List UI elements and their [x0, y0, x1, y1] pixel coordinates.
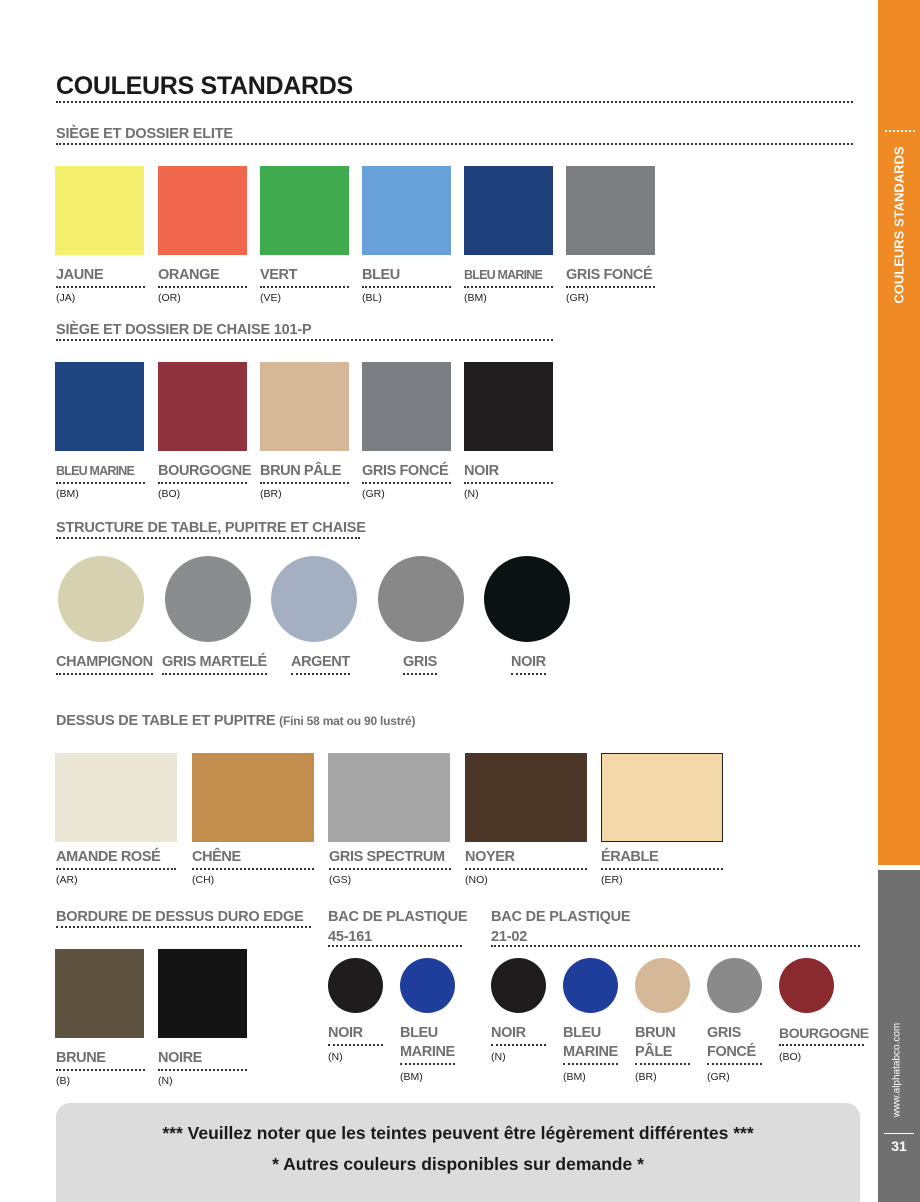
swatch-bac1-1: [400, 958, 455, 1013]
swatch-code: (GR): [362, 488, 385, 500]
swatch-code: (CH): [192, 874, 215, 886]
swatch-bac2-4: [779, 958, 834, 1013]
swatch-label: BRUNE: [56, 1049, 145, 1071]
swatch-label: VERT: [260, 266, 349, 288]
swatch-label: GRIS FONCÉ: [707, 1024, 762, 1065]
note-line-2: * Autres couleurs disponibles sur demande *: [272, 1154, 644, 1174]
sidebar-rule: [884, 1133, 914, 1134]
section-dessus-label: DESSUS DE TABLE ET PUPITRE: [56, 713, 276, 729]
swatch-bac2-0: [491, 958, 546, 1013]
swatch-code: (N): [491, 1051, 506, 1063]
swatch-code: (NO): [465, 874, 488, 886]
swatch-label: ÉRABLE: [601, 848, 723, 870]
swatch-code: (N): [158, 1075, 173, 1087]
section-chaise-divider: [56, 339, 553, 341]
section-bac1-title: BAC DE PLASTIQUE 45-161: [328, 909, 468, 945]
swatch-code: (OR): [158, 292, 181, 304]
swatch-structure-4: [484, 556, 570, 642]
swatch-chaise-4: [464, 362, 553, 451]
section-bordure-divider: [56, 926, 311, 928]
swatch-label: JAUNE: [56, 266, 145, 288]
swatch-label: NOIRE: [158, 1049, 247, 1071]
swatch-label: NOIR: [464, 462, 553, 484]
swatch-elite-3: [362, 166, 451, 255]
swatch-elite-1: [158, 166, 247, 255]
note-line-1: *** Veuillez noter que les teintes peuvent être légèrement différentes ***: [162, 1123, 754, 1143]
swatch-code: (BO): [158, 488, 181, 500]
swatch-dessus-4: [601, 753, 723, 842]
section-elite-divider: [56, 143, 853, 145]
section-structure-title: STRUCTURE DE TABLE, PUPITRE ET CHAISE: [56, 520, 366, 536]
swatch-bac2-2: [635, 958, 690, 1013]
swatch-chaise-0: [55, 362, 144, 451]
section-bac2-title: BAC DE PLASTIQUE 21-02: [491, 909, 631, 945]
swatch-elite-2: [260, 166, 349, 255]
swatch-label: BLEU: [362, 266, 451, 288]
swatch-label: GRIS: [403, 653, 437, 675]
sidebar-section-label: COULEURS STANDARDS: [891, 146, 907, 304]
swatch-label: NOYER: [465, 848, 587, 870]
swatch-label: CHAMPIGNON: [56, 653, 153, 675]
swatch-chaise-3: [362, 362, 451, 451]
swatch-label: ORANGE: [158, 266, 247, 288]
swatch-code: (N): [464, 488, 479, 500]
swatch-code: (BM): [464, 292, 487, 304]
swatch-label: NOIR: [511, 653, 546, 675]
swatch-code: (BM): [400, 1071, 423, 1083]
swatch-code: (BR): [260, 488, 282, 500]
swatch-code: (GR): [566, 292, 589, 304]
swatch-label: AMANDE ROSÉ: [56, 848, 176, 870]
swatch-dessus-0: [55, 753, 177, 842]
swatch-code: (ER): [601, 874, 623, 886]
swatch-structure-3: [378, 556, 464, 642]
title-divider: [56, 101, 853, 103]
note-box: [56, 1103, 860, 1202]
section-bac1-divider: [328, 945, 462, 947]
swatch-code: (JA): [56, 292, 76, 304]
website-link[interactable]: www.alphatabco.com: [891, 1022, 903, 1118]
section-bordure-title: BORDURE DE DESSUS DURO EDGE: [56, 909, 304, 925]
swatch-label: BLEU MARINE: [464, 266, 553, 288]
swatch-code: (BM): [563, 1071, 586, 1083]
swatch-dessus-3: [465, 753, 587, 842]
section-bac2-divider: [491, 945, 860, 947]
page-number: 31: [891, 1138, 907, 1154]
swatch-structure-2: [271, 556, 357, 642]
swatch-chaise-2: [260, 362, 349, 451]
swatch-elite-0: [55, 166, 144, 255]
swatch-label: BLEU MARINE: [56, 462, 145, 484]
swatch-label: ARGENT: [291, 653, 350, 675]
sidebar-divider: [885, 130, 915, 132]
swatch-bac1-0: [328, 958, 383, 1013]
swatch-label: BRUN PÂLE: [260, 462, 349, 484]
swatch-elite-5: [566, 166, 655, 255]
swatch-elite-4: [464, 166, 553, 255]
swatch-bac2-3: [707, 958, 762, 1013]
section-dessus-note: (Fini 58 mat ou 90 lustré): [279, 714, 416, 728]
swatch-label: BLEU MARINE: [563, 1024, 618, 1065]
swatch-dessus-2: [328, 753, 450, 842]
swatch-label: NOIR: [491, 1024, 546, 1046]
swatch-label: GRIS FONCÉ: [566, 266, 655, 288]
section-elite-title: SIÈGE ET DOSSIER ELITE: [56, 126, 233, 142]
page-title: COULEURS STANDARDS: [56, 72, 353, 100]
swatch-code: (BO): [779, 1051, 802, 1063]
swatch-code: (GS): [329, 874, 352, 886]
swatch-code: (B): [56, 1075, 70, 1087]
swatch-code: (BM): [56, 488, 79, 500]
swatch-code: (N): [328, 1051, 343, 1063]
swatch-bac2-1: [563, 958, 618, 1013]
swatch-label: GRIS FONCÉ: [362, 462, 451, 484]
section-dessus-title: [56, 711, 415, 731]
section-chaise-title: SIÈGE ET DOSSIER DE CHAISE 101-P: [56, 322, 312, 338]
swatch-label: GRIS MARTELÉ: [162, 653, 267, 675]
swatch-chaise-1: [158, 362, 247, 451]
swatch-bordure-1: [158, 949, 247, 1038]
swatch-label: BOURGOGNE: [158, 462, 247, 484]
section-structure-divider: [56, 537, 360, 539]
swatch-code: (AR): [56, 874, 78, 886]
swatch-label: BRUN PÂLE: [635, 1024, 690, 1065]
swatch-code: (GR): [707, 1071, 730, 1083]
swatch-code: (BL): [362, 292, 382, 304]
swatch-label: BOURGOGNE: [779, 1024, 864, 1046]
swatch-label: CHÊNE: [192, 848, 314, 870]
swatch-label: BLEU MARINE: [400, 1024, 455, 1065]
swatch-structure-1: [165, 556, 251, 642]
swatch-dessus-1: [192, 753, 314, 842]
swatch-structure-0: [58, 556, 144, 642]
swatch-code: (VE): [260, 292, 281, 304]
swatch-code: (BR): [635, 1071, 657, 1083]
swatch-label: GRIS SPECTRUM: [329, 848, 451, 870]
swatch-bordure-0: [55, 949, 144, 1038]
swatch-label: NOIR: [328, 1024, 383, 1046]
